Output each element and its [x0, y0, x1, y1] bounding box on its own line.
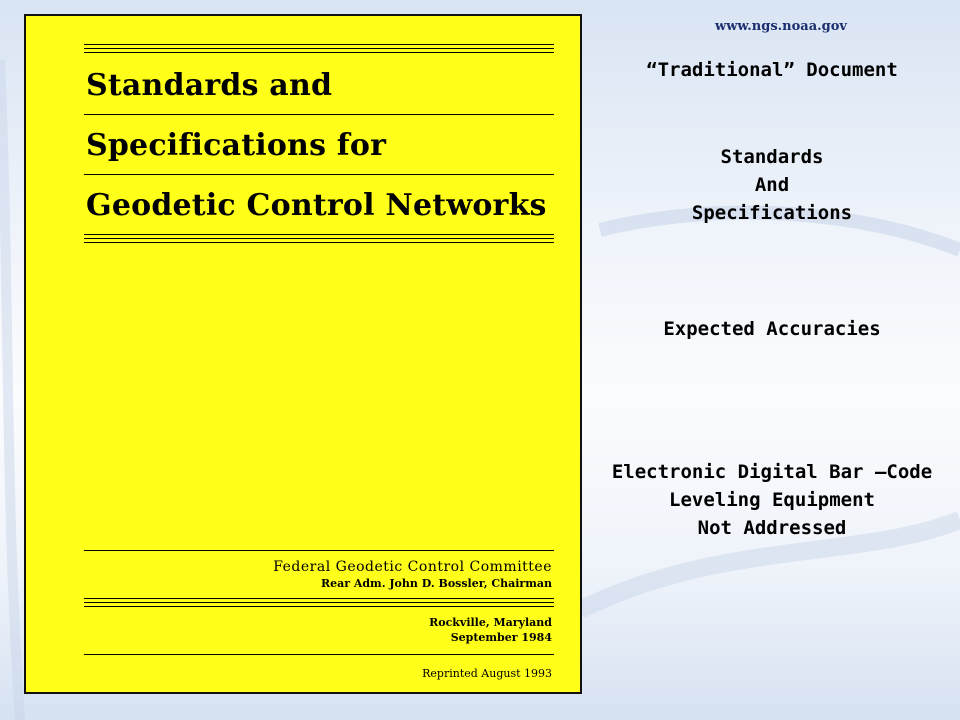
- document-cover: [24, 14, 582, 694]
- cover-rule: [84, 238, 554, 239]
- cover-rule: [84, 174, 554, 175]
- notes-line: Not Addressed: [697, 517, 847, 539]
- cover-rule: [84, 242, 554, 243]
- committee-name: Federal Geodetic Control Committee: [273, 559, 552, 575]
- cover-rule: [84, 52, 554, 53]
- cover-rule: [84, 550, 554, 551]
- notes-line: And: [754, 174, 790, 196]
- cover-title-line-1: Standards and: [86, 68, 333, 103]
- cover-title-line-3: Geodetic Control Networks: [86, 188, 547, 223]
- cover-rule: [84, 48, 554, 49]
- notes-line: Expected Accuracies: [663, 318, 881, 340]
- reprint-date: Reprinted August 1993: [422, 667, 552, 680]
- notes-heading: [592, 56, 952, 84]
- notes-line: Leveling Equipment: [669, 489, 875, 511]
- cover-rule: [84, 114, 554, 115]
- notes-line: Electronic Digital Bar –Code: [611, 461, 933, 483]
- chairman-name: Rear Adm. John D. Bossler, Chairman: [320, 577, 552, 590]
- cover-rule: [84, 234, 554, 235]
- notes-block-standards: [592, 143, 952, 227]
- notes-line: Standards: [720, 146, 824, 168]
- cover-rule: [84, 606, 554, 607]
- notes-heading-text: “Traditional” Document: [646, 59, 898, 81]
- notes-block-equipment: [592, 458, 952, 542]
- publication-date: September 1984: [450, 631, 552, 644]
- notes-block-accuracies: [592, 315, 952, 343]
- cover-rule: [84, 598, 554, 599]
- website-url: www.ngs.noaa.gov: [715, 19, 847, 34]
- cover-rule: [84, 654, 554, 655]
- notes-line: Specifications: [691, 202, 853, 224]
- cover-rule: [84, 602, 554, 603]
- cover-rule: [84, 44, 554, 45]
- publication-location: Rockville, Maryland: [429, 616, 552, 629]
- cover-title-line-2: Specifications for: [86, 128, 387, 163]
